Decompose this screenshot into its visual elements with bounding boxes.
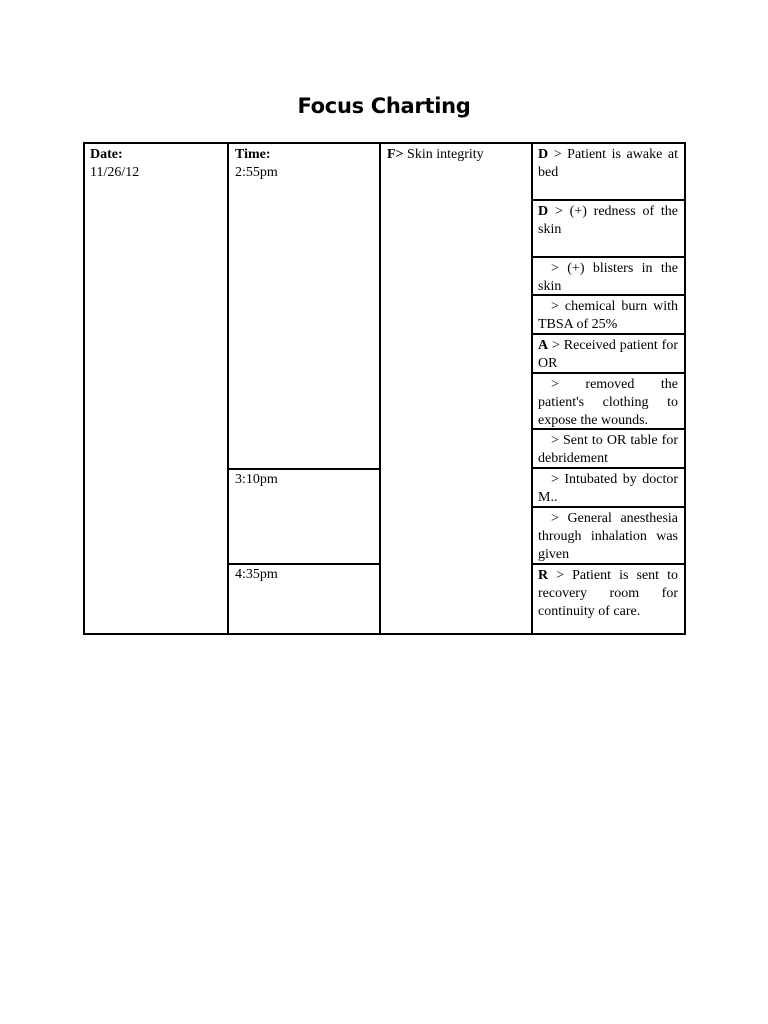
time-value: 3:10pm xyxy=(235,472,278,487)
page-title: Focus Charting xyxy=(297,94,471,118)
row-divider xyxy=(531,199,686,201)
column-divider xyxy=(531,142,533,635)
column-divider xyxy=(379,142,381,635)
chart-entry xyxy=(538,337,678,373)
time-value: 4:35pm xyxy=(235,567,278,582)
row-divider xyxy=(227,468,381,470)
entry-text: > Sent to OR table for debridement xyxy=(538,433,678,466)
focus-tag: F> xyxy=(387,147,404,162)
column-divider xyxy=(227,142,229,635)
entry-text: > Received patient for OR xyxy=(538,338,679,371)
entry-text: > Patient is sent to recovery room for continuity of care. xyxy=(538,568,678,619)
entry-text: > Patient is awake at bed xyxy=(538,147,678,180)
entry-text: > (+) redness of the skin xyxy=(538,204,679,237)
row-divider xyxy=(531,256,686,258)
chart-entry xyxy=(538,146,678,182)
chart-entry xyxy=(538,260,678,296)
chart-entry xyxy=(538,432,678,468)
entry-text: > Intubated by doctor M.. xyxy=(538,472,678,505)
row-divider xyxy=(227,563,381,565)
entry-tag: D xyxy=(538,147,549,162)
entry-tag: D xyxy=(538,204,549,219)
chart-entry xyxy=(538,376,678,430)
time-cell xyxy=(235,146,278,182)
entry-tag: R xyxy=(538,568,549,583)
entry-text: > removed the patient's clothing to expose the wounds. xyxy=(538,377,678,428)
chart-entry xyxy=(538,298,678,334)
chart-entry xyxy=(538,510,678,564)
entry-text: > chemical burn with TBSA of 25% xyxy=(538,299,678,332)
entry-text: > (+) blisters in the skin xyxy=(538,261,678,294)
entry-text: > General anesthesia through inhalation was given xyxy=(538,511,678,562)
focus-cell xyxy=(387,146,484,164)
date-value: 11/26/12 xyxy=(90,165,140,180)
date-label: Date: xyxy=(90,147,123,162)
chart-entry xyxy=(538,567,678,621)
focus-text: Skin integrity xyxy=(407,147,484,162)
entry-tag: A xyxy=(538,338,549,353)
date-cell xyxy=(90,146,139,182)
chart-entry xyxy=(538,203,678,239)
time-value: 2:55pm xyxy=(235,165,278,180)
time-label: Time: xyxy=(235,147,271,162)
chart-entry xyxy=(538,471,678,507)
